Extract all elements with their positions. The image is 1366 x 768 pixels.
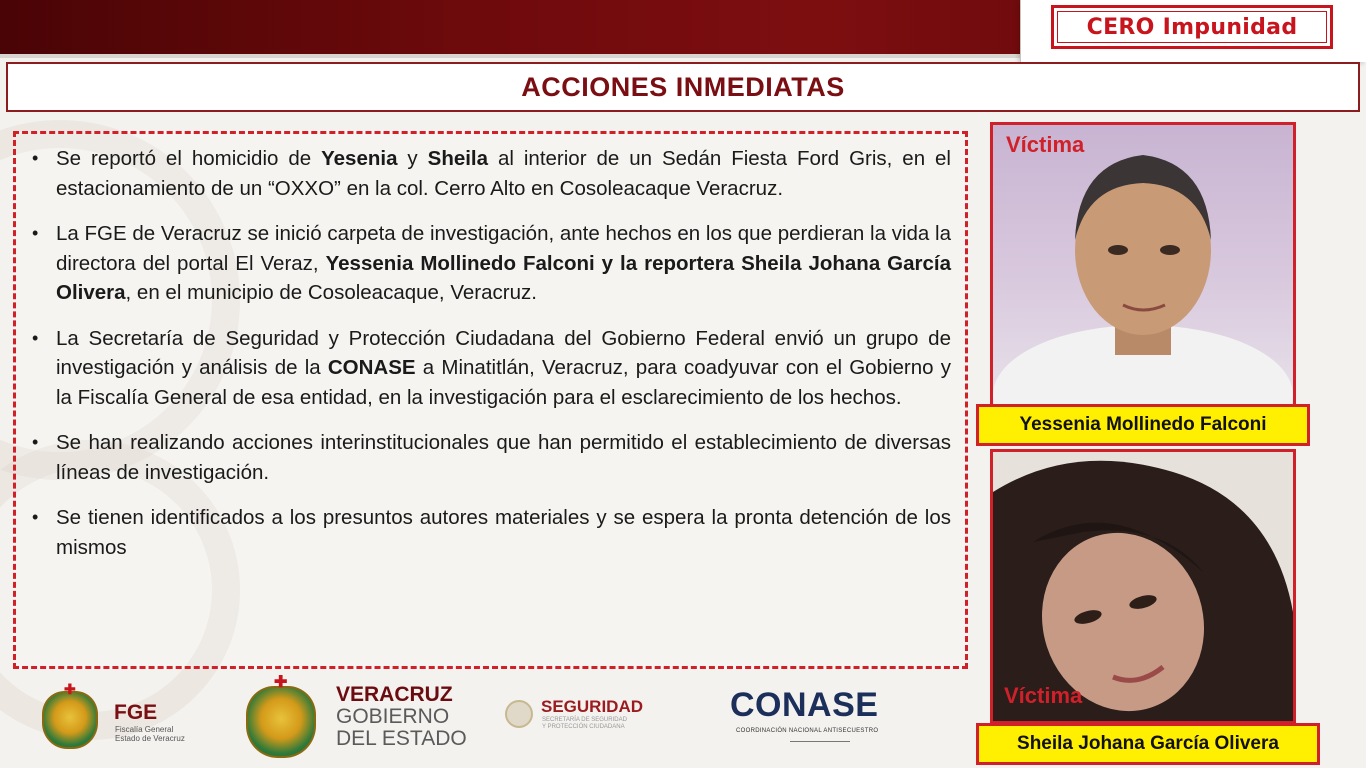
actions-text-box [13, 131, 968, 669]
slide-title: ACCIONES INMEDIATAS [521, 71, 845, 102]
bullet-item [30, 219, 951, 308]
portrait-2-image [993, 452, 1293, 721]
seguridad-subtitle-2: Y PROTECCIÓN CIUDADANA [542, 724, 625, 730]
fge-subtitle-2: Estado de Veracruz [115, 734, 185, 743]
conase-logo [730, 686, 920, 746]
bullet-list [30, 144, 951, 562]
cross-icon: ✚ [64, 681, 76, 697]
fge-shield-icon [42, 691, 98, 749]
victim-photo-1 [990, 122, 1296, 412]
veracruz-gobierno-logo [242, 672, 472, 762]
seguridad-text: SEGURIDAD [541, 697, 644, 716]
veracruz-shield-icon [246, 686, 316, 758]
conase-underline [790, 741, 850, 742]
seguridad-emblem-icon [505, 700, 533, 728]
bullet-bold-text: CONASE [327, 356, 416, 379]
victim-name-tag-2: Sheila Johana García Olivera [976, 723, 1320, 765]
bullet-bold-text: Yesenia [321, 147, 398, 170]
bullet-text: al interior de un Sedán Fiesta Ford Gris, en el estacionamiento de un “OXXO” en la col. Cerro Alto en Cosoleacaque Veracruz. [56, 147, 951, 200]
badge-panel [1020, 0, 1366, 62]
bullet-text: La Secretaría de Seguridad y Protección Ciudadana del Gobierno Federal envió un grupo de investigación y análisis de la [56, 326, 951, 379]
bullet-bold-text: Yessenia Mollinedo Falconi y la reportera Sheila Johana García Olivera [56, 251, 952, 304]
conase-text: CONASE [730, 686, 879, 724]
seguridad-logo [505, 695, 685, 735]
conase-subtitle: COORDINACIÓN NACIONAL ANTISECUESTRO [736, 728, 879, 734]
fge-subtitle-1: Fiscalía General [115, 725, 174, 734]
veracruz-text [336, 684, 453, 706]
bullet-text: La FGE de Veracruz se inició carpeta de investigación, ante hechos en los que perdieran la vida la directora del portal El Veraz, [56, 222, 951, 275]
bullet-bold-text: Sheila [427, 147, 489, 170]
portrait-1-image [993, 125, 1293, 409]
bullet-item [30, 324, 951, 413]
veracruz-word: VERACRUZ [336, 683, 453, 706]
victim-name-tag-1: Yessenia Mollinedo Falconi [976, 404, 1310, 446]
bullet-item [30, 503, 951, 562]
slide-title-bar [6, 62, 1360, 112]
gobierno-text: GOBIERNO [336, 705, 450, 728]
cero-impunidad-badge: CERO Impunidad [1051, 5, 1333, 49]
bullet-item [30, 144, 951, 203]
cross-icon: ✚ [274, 674, 288, 691]
del-estado-text: DEL ESTADO [336, 727, 467, 750]
fge-logo [40, 683, 220, 753]
bullet-item [30, 428, 951, 487]
bullet-text: y [397, 147, 428, 170]
victim-label-1: Víctima [1006, 132, 1085, 157]
fge-logo-text: FGE [114, 701, 158, 724]
bullet-text: Se reportó el homicidio de [56, 147, 322, 170]
bullet-text: Se han realizando acciones interinstitucionales que han permitido el establecimiento de diversas líneas de investigación. [56, 431, 951, 484]
bullet-text: , en el municipio de Cosoleacaque, Veracruz. [125, 281, 537, 304]
bullet-text: Se tienen identificados a los presuntos autores materiales y se espera la pronta detención de los mismos [56, 506, 951, 559]
bullet-text: a Minatitlán, Veracruz, para coadyuvar con el Gobierno y la Fiscalía General de esa entidad, en la investigación para el esclarecimiento de los hechos. [56, 356, 951, 409]
victim-label-2: Víctima [1004, 683, 1083, 708]
seguridad-subtitle-1: SECRETARÍA DE SEGURIDAD [542, 717, 627, 723]
